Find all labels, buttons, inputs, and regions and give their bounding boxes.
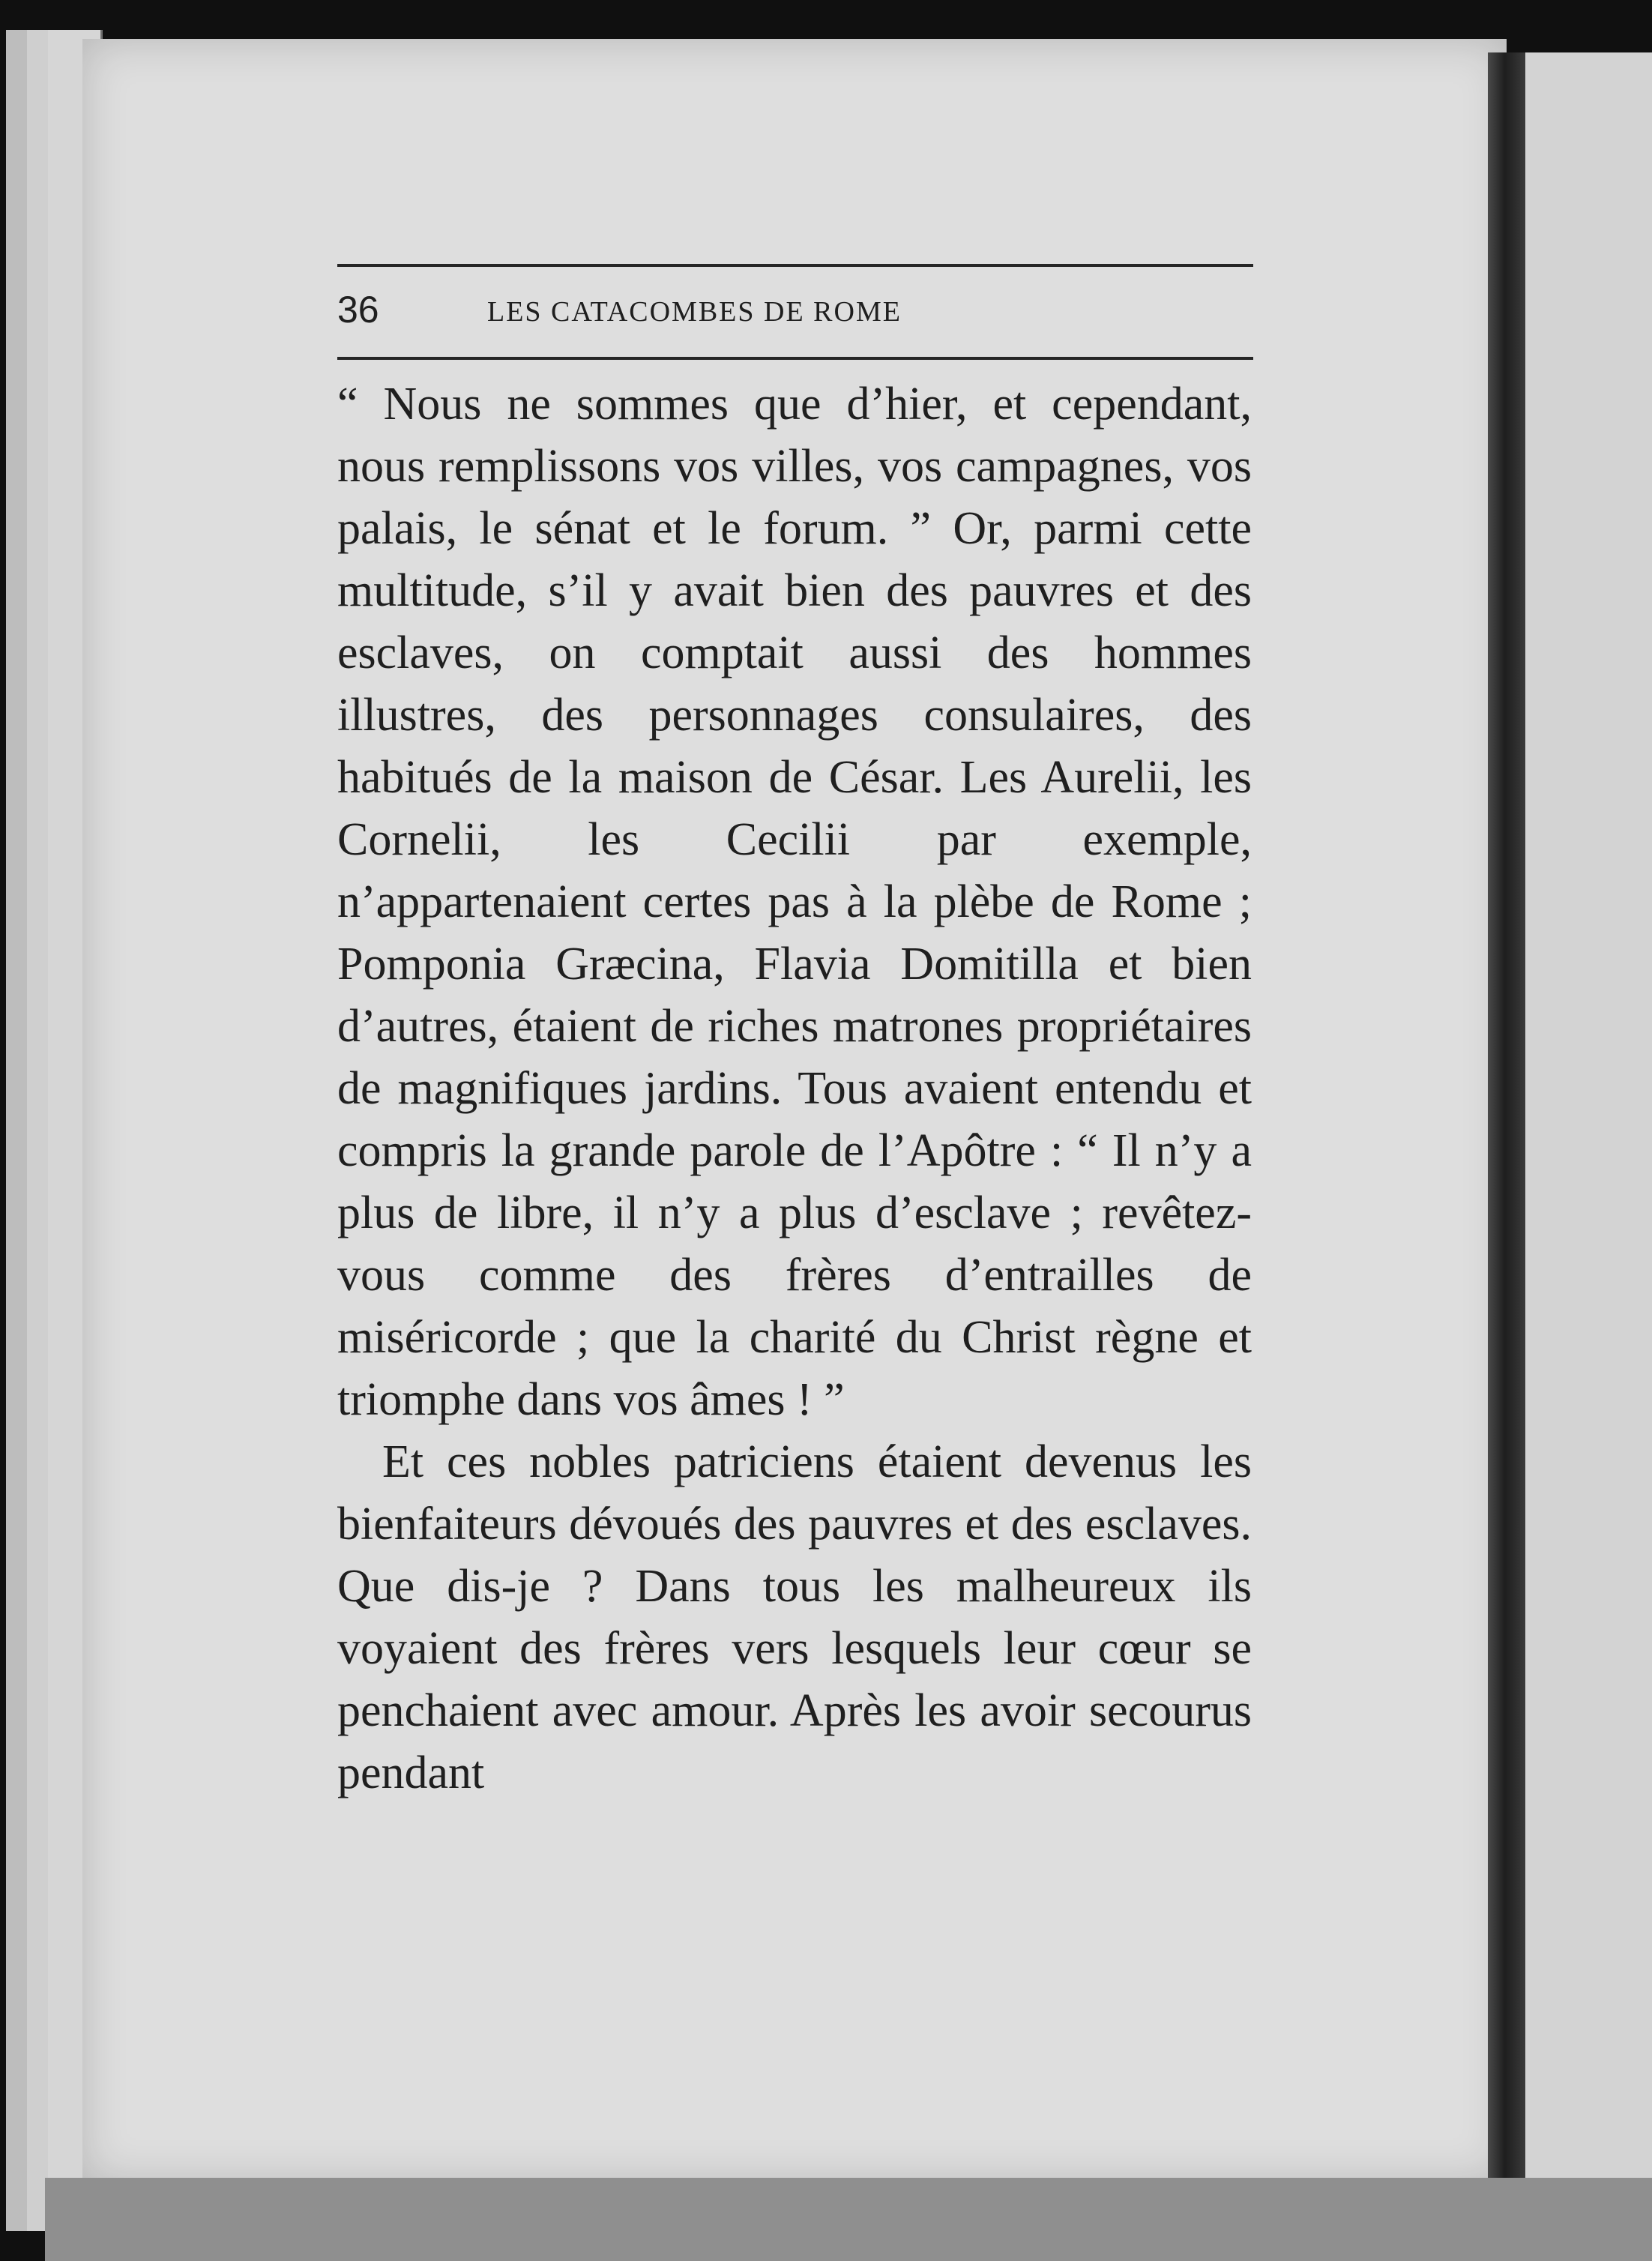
torn-page-edge: [1488, 52, 1525, 2189]
bottom-margin-strip: [45, 2178, 1652, 2261]
header-bottom-rule: [337, 357, 1253, 360]
running-title: LES CATACOMBES DE ROME: [487, 296, 902, 328]
paragraph-2: Et ces nobles patriciens étaient devenus les bienfaiteurs dévoués des pauvres et des esclaves. Que dis-je ? Dans tous les malheureux ils voyaient des frères vers lesquels leur cœur se penchaient avec amour. Après les avoir secourus pendant: [337, 1436, 1252, 1798]
page-number: 36: [337, 289, 379, 331]
next-page-edge: [1522, 52, 1652, 2204]
page-header: [337, 267, 1252, 357]
page-content: [337, 264, 1252, 1804]
paragraph-1: “ Nous ne sommes que d’hier, et cependant, nous remplissons vos villes, vos campagnes, vos palais, le sénat et le forum. ” Or, parmi cette multitude, s’il y avait bien des pauvres et des esclaves, on comptait aussi des hommes illustres, des personnages consulaires, des habitués de la maison de César. Les Aurelii, les Cornelii, les Cecilii par exemple, n’appartenaient certes pas à la plèbe de Rome ; Pomponia Græcina, Flavia Domitilla et bien d’autres, étaient de riches matrones propriétaires de magnifiques jardins. Tous avaient entendu et compris la grande parole de l’Apôtre : “ Il n’y a plus de libre, il n’y a plus d’esclave ; revêtez-vous comme des frères d’entrailles de miséricorde ; que la charité du Christ règne et triomphe dans vos âmes ! ”: [337, 379, 1252, 1425]
body-text: [337, 373, 1252, 1804]
